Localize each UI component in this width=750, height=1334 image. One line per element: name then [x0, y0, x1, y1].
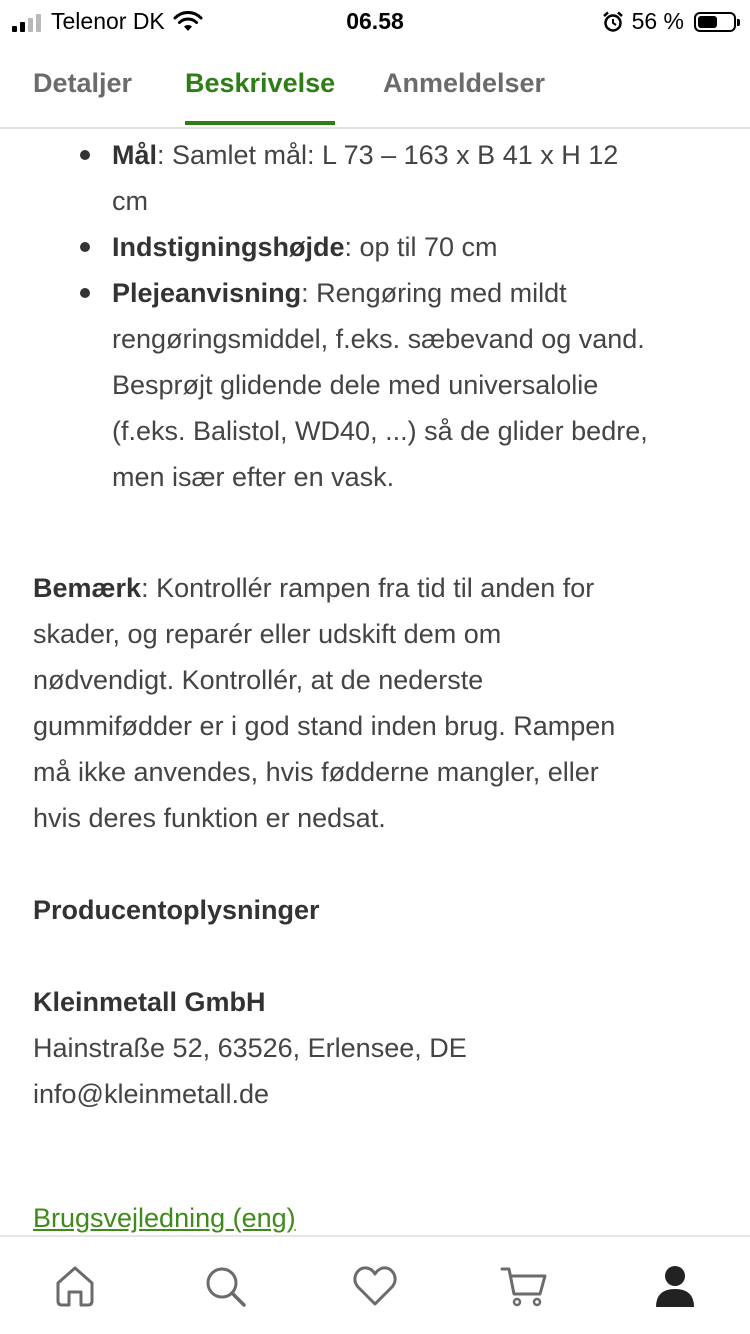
- battery-icon: [694, 12, 736, 32]
- tab-anmeldelser[interactable]: Anmeldelser: [383, 68, 546, 98]
- nav-favorites-button[interactable]: [348, 1259, 402, 1313]
- manual-link[interactable]: Brugsvejledning (eng): [33, 1203, 296, 1233]
- heart-icon: [350, 1261, 400, 1311]
- note-term: Bemærk: [33, 573, 142, 603]
- tab-bar: [0, 50, 750, 129]
- spec-term: Indstigningshøjde: [112, 232, 345, 262]
- clock: 06.58: [346, 8, 404, 34]
- manufacturer-email[interactable]: info@kleinmetall.de: [33, 1079, 270, 1109]
- nav-cart-button[interactable]: [497, 1259, 551, 1313]
- tab-beskrivelse[interactable]: Beskrivelse: [185, 68, 335, 125]
- profile-icon: [650, 1261, 700, 1311]
- list-item: Indstigningshøjde: op til 70 cm: [112, 224, 722, 270]
- nav-search-button[interactable]: [198, 1259, 252, 1313]
- cart-icon: [499, 1261, 549, 1311]
- nav-profile-button[interactable]: [648, 1259, 702, 1313]
- home-icon: [50, 1261, 100, 1311]
- manufacturer-company: Kleinmetall GmbH: [33, 987, 266, 1017]
- tab-detaljer[interactable]: Detaljer: [33, 68, 133, 98]
- alarm-icon: [602, 11, 624, 33]
- manufacturer-heading: Producentoplysninger: [33, 895, 320, 925]
- battery-percent: 56 %: [631, 8, 684, 34]
- carrier-name: Telenor DK: [51, 8, 165, 34]
- note-paragraph: Bemærk: Kontrollér rampen fra tid til anden for skader, og reparér eller udskift dem om nødvendigt. Kontrollér, at de nederste gummifødder er i god stand inden brug. Rampen må ikke anvendes, hvis fødderne mangler, eller hvis deres funktion er nedsat.: [33, 573, 616, 833]
- spec-term: Mål: [112, 140, 158, 170]
- list-item: Plejeanvisning: Rengøring med mildt rengøringsmiddel, f.eks. sæbevand og vand. Besprøjt glidende dele med universalolie (f.eks. Balistol, WD40, ...) så de glider bedre, men især efter en vask.: [112, 270, 722, 500]
- manufacturer-address: Hainstraße 52, 63526, Erlensee, DE: [33, 1033, 467, 1063]
- status-bar: [0, 0, 750, 42]
- spec-term: Plejeanvisning: [112, 278, 302, 308]
- nav-home-button[interactable]: [48, 1259, 102, 1313]
- list-item: Mål: Samlet mål: L 73 – 163 x B 41 x H 12 cm: [112, 132, 722, 224]
- bottom-nav: [0, 1235, 750, 1334]
- search-icon: [200, 1261, 250, 1311]
